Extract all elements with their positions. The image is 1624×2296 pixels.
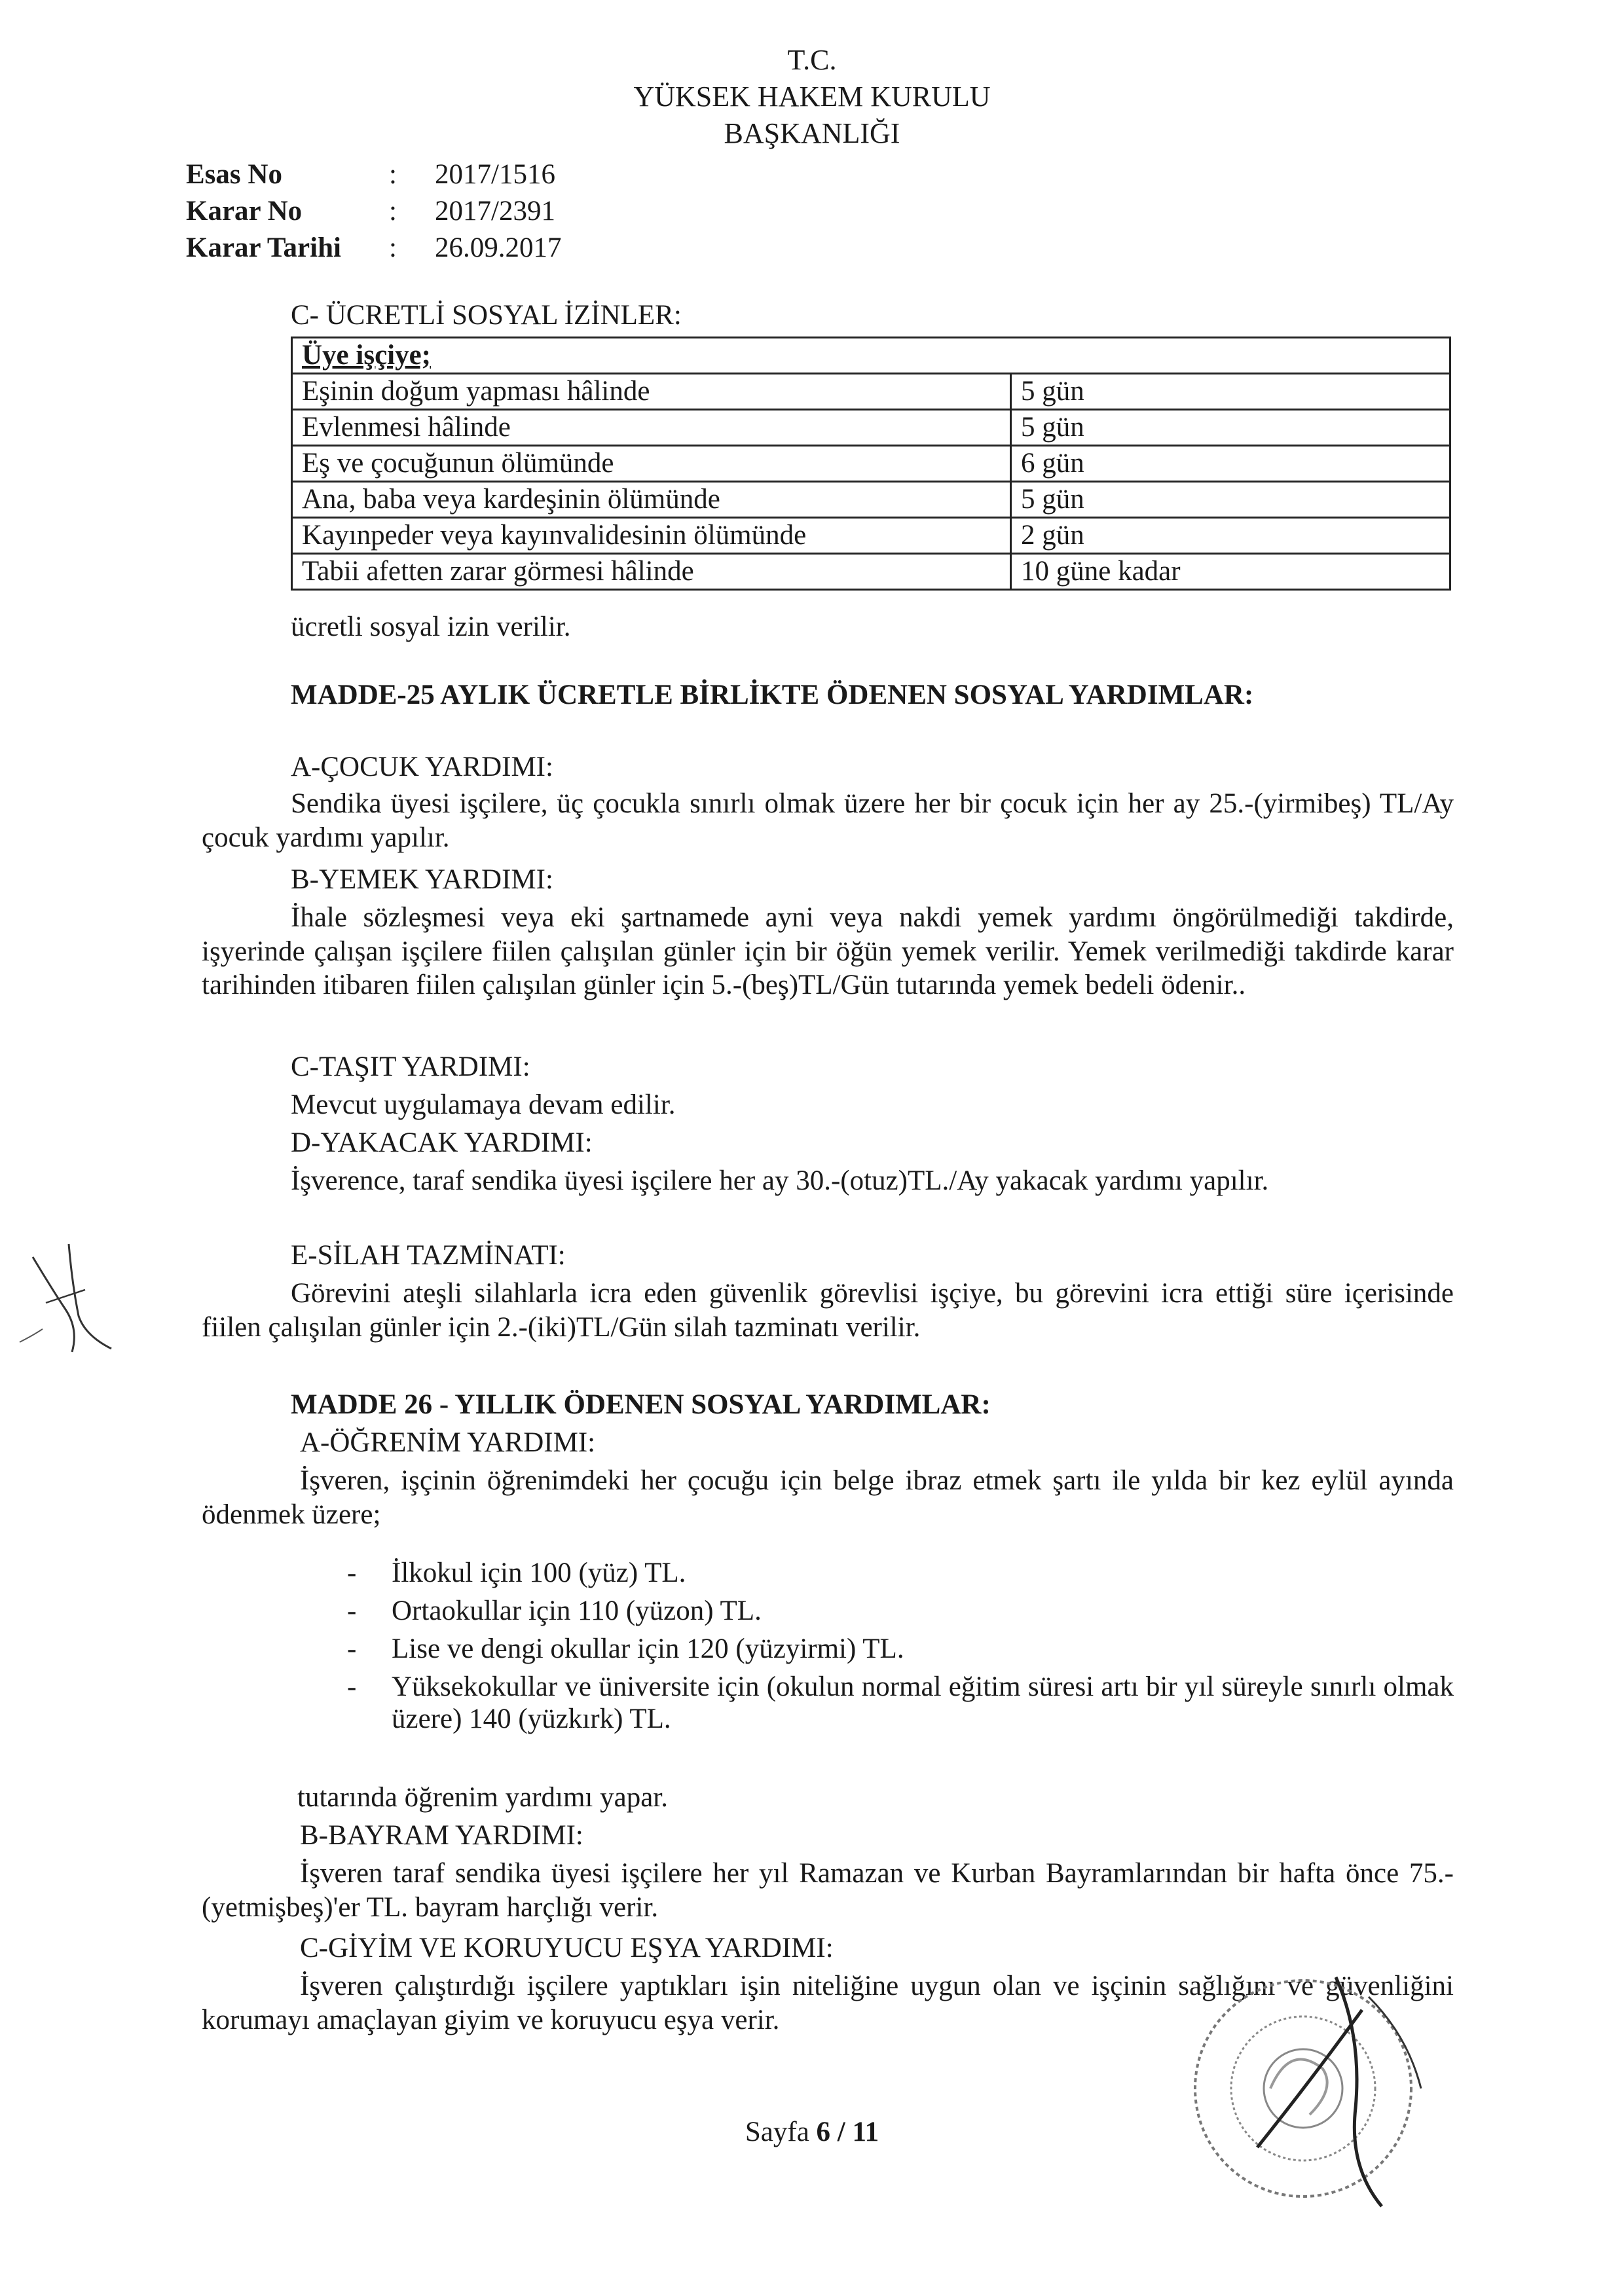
fuel-aid-text: İşverence, taraf sendika üyesi işçilere her ay 30.-(otuz)TL./Ay yakacak yardımı yapılır. bbox=[291, 1165, 1269, 1196]
leave-label: Evlenmesi hâlinde bbox=[292, 410, 1011, 446]
article-26-title: MADDE 26 - YILLIK ÖDENEN SOSYAL YARDIMLAR: bbox=[291, 1389, 991, 1420]
page-number bbox=[0, 2116, 1624, 2148]
leave-days: 5 gün bbox=[1011, 482, 1450, 518]
header-institution: YÜKSEK HAKEM KURULU bbox=[633, 81, 991, 113]
table-row bbox=[292, 446, 1450, 482]
article-25-title: MADDE-25 AYLIK ÜCRETLE BİRLİKTE ÖDENEN SOSYAL YARDIMLAR: bbox=[291, 680, 1254, 710]
leave-days: 5 gün bbox=[1011, 410, 1450, 446]
leave-days: 6 gün bbox=[1011, 446, 1450, 482]
karar-tarihi-value: 26.09.2017 bbox=[435, 232, 562, 263]
karar-no-value: 2017/2391 bbox=[435, 196, 555, 227]
leave-label: Kayınpeder veya kayınvalidesinin ölümünde bbox=[292, 518, 1011, 554]
esas-no-value: 2017/1516 bbox=[435, 159, 555, 190]
table-row bbox=[292, 554, 1450, 590]
leave-days: 5 gün bbox=[1011, 374, 1450, 410]
meal-aid-text: İhale sözleşmesi veya eki şartnamede ayni veya nakdi yemek yardımı öngörülmediği takdirde, işyerinde çalışan işçilere fiilen çalışılan günler için bir öğün yemek verilir. Yemek verilmediği takdirde karar tarihinden itibaren fiilen çalışılan günler için 5.-(beş)TL/Gün tutarında yemek bedeli ödenir.. bbox=[202, 902, 1454, 1001]
table-row bbox=[292, 518, 1450, 554]
list-bullet: - bbox=[347, 1671, 357, 1702]
page-prefix: Sayfa bbox=[745, 2117, 817, 2147]
fuel-aid-title: D-YAKACAK YARDIMI: bbox=[291, 1127, 593, 1158]
table-row bbox=[292, 410, 1450, 446]
official-stamp bbox=[1159, 1958, 1473, 2219]
leave-label: Eşinin doğum yapması hâlinde bbox=[292, 374, 1011, 410]
esas-no-label: Esas No bbox=[186, 159, 282, 190]
table-row bbox=[292, 338, 1450, 374]
leave-label: Tabii afetten zarar görmesi hâlinde bbox=[292, 554, 1011, 590]
leave-table bbox=[291, 337, 1451, 591]
education-aid-text: İşveren, işçinin öğrenimdeki her çocuğu için belge ibraz etmek şartı ile yılda bir kez eylül ayında ödenmek üzere; bbox=[202, 1465, 1454, 1530]
clothing-aid-title: C-GİYİM VE KORUYUCU EŞYA YARDIMI: bbox=[300, 1933, 834, 1963]
holiday-aid-title: B-BAYRAM YARDIMI: bbox=[300, 1820, 583, 1851]
clothing-aid-text: İşveren çalıştırdığı işçilere yaptıkları işin niteliğine uygun olan ve işçinin sağlığını ve güvenliğini korumayı amaçlayan giyim ve koruyucu eşya verir. bbox=[202, 1971, 1454, 2035]
table-row bbox=[292, 374, 1450, 410]
list-bullet: - bbox=[347, 1595, 357, 1626]
transport-aid-text: Mevcut uygulamaya devam edilir. bbox=[291, 1089, 676, 1120]
meal-aid-title: B-YEMEK YARDIMI: bbox=[291, 864, 553, 895]
leave-section-footer: ücretli sosyal izin verilir. bbox=[291, 611, 571, 642]
header-presidency: BAŞKANLIĞI bbox=[724, 117, 900, 149]
leave-days: 2 gün bbox=[1011, 518, 1450, 554]
karar-tarihi-label: Karar Tarihi bbox=[186, 232, 341, 263]
education-aid-title: A-ÖĞRENİM YARDIMI: bbox=[300, 1427, 596, 1458]
meta-colon: : bbox=[389, 232, 397, 263]
page-number-value: 6 / 11 bbox=[816, 2117, 879, 2147]
child-aid-title: A-ÇOCUK YARDIMI: bbox=[291, 752, 553, 782]
header-tc: T.C. bbox=[787, 44, 837, 76]
karar-no-label: Karar No bbox=[186, 196, 303, 227]
list-item: İlkokul için 100 (yüz) TL. bbox=[392, 1558, 686, 1588]
meta-colon: : bbox=[389, 196, 397, 227]
signature-mark bbox=[7, 1231, 138, 1362]
list-item: Lise ve dengi okullar için 120 (yüzyirmi) TL. bbox=[392, 1633, 904, 1664]
holiday-aid-text: İşveren taraf sendika üyesi işçilere her yıl Ramazan ve Kurban Bayramlarından bir hafta önce 75.-(yetmişbeş)'er TL. bayram harçlığı verir. bbox=[202, 1858, 1454, 1923]
list-bullet: - bbox=[347, 1633, 357, 1664]
list-item: Ortaokullar için 110 (yüzon) TL. bbox=[392, 1595, 762, 1626]
leave-label: Eş ve çocuğunun ölümünde bbox=[292, 446, 1011, 482]
table-row bbox=[292, 482, 1450, 518]
leave-table-header: Üye işçiye; bbox=[292, 338, 1450, 374]
meta-colon: : bbox=[389, 159, 397, 190]
leave-label: Ana, baba veya kardeşinin ölümünde bbox=[292, 482, 1011, 518]
list-item: Yüksekokullar ve üniversite için (okulun normal eğitim süresi artı bir yıl süreyle sınırlı olmak üzere) 140 (yüzkırk) TL. bbox=[392, 1671, 1454, 1734]
leave-days: 10 güne kadar bbox=[1011, 554, 1450, 590]
leave-section-title: C- ÜCRETLİ SOSYAL İZİNLER: bbox=[291, 300, 682, 331]
education-aid-footer: tutarında öğrenim yardımı yapar. bbox=[297, 1782, 668, 1813]
weapon-comp-text: Görevini ateşli silahlarla icra eden güvenlik görevlisi işçiye, bu görevini icra ettiği süre içerisinde fiilen çalışılan günler için 2.-(iki)TL/Gün silah tazminatı verilir. bbox=[202, 1278, 1454, 1343]
transport-aid-title: C-TAŞIT YARDIMI: bbox=[291, 1051, 530, 1082]
weapon-comp-title: E-SİLAH TAZMİNATI: bbox=[291, 1240, 566, 1271]
list-bullet: - bbox=[347, 1558, 357, 1588]
child-aid-text: Sendika üyesi işçilere, üç çocukla sınırlı olmak üzere her bir çocuk için her ay 25.-(yirmibeş) TL/Ay çocuk yardımı yapılır. bbox=[202, 788, 1454, 853]
